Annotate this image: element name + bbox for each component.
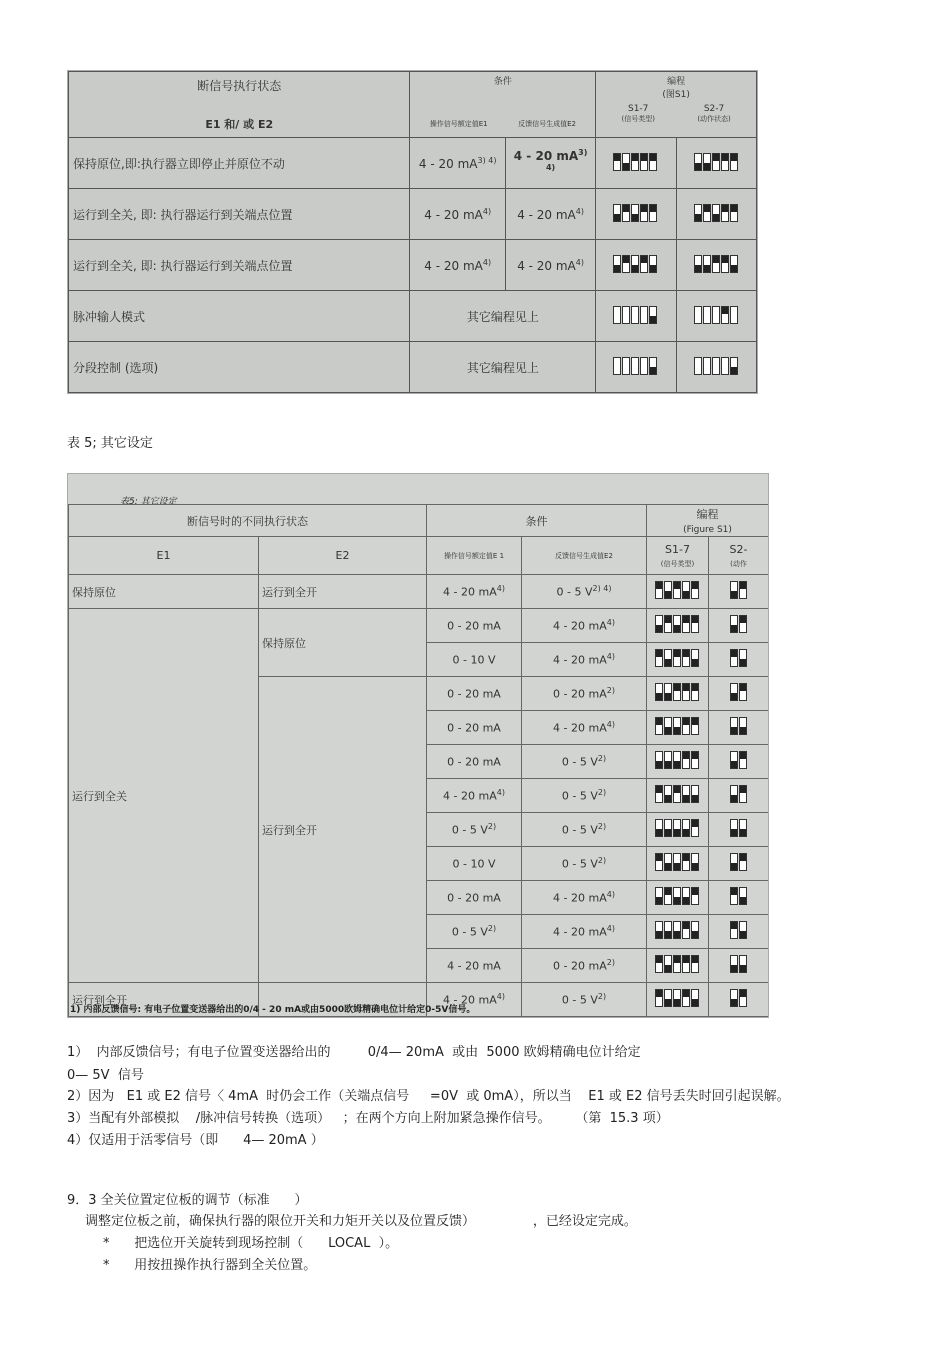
footnote-3: 3）当配有外部模拟 /脉冲信号转换（选项） ；在两个方向上附加紧急操作信号。 （第 15.3 项）: [67, 1111, 669, 1126]
dip-switch-icon: [596, 291, 676, 342]
dip-switch-icon: [647, 813, 709, 847]
dip-switch-icon: [709, 915, 769, 949]
header-prog: 编程 (Figure S1): [647, 505, 769, 537]
dip-switch-icon: [647, 609, 709, 643]
table-row: 0 - 5 $V^{2)}$ 4 - 20 $mA^{4)}$: [69, 915, 769, 949]
dip-switch-icon: [647, 779, 709, 813]
dip-switch-icon: [596, 138, 676, 189]
dip-switch-icon: [647, 915, 709, 949]
table-row: 运行到全关, 即: 执行器运行到关端点位置 4 - 20 $mA^{4)}$ 4 - 20 $mA^{4)}$: [69, 189, 757, 240]
table-row: 保持原位,即:执行器立即停止并原位不动 4 - 20 $mA^{3) 4)}$ 4 - 20 $mA^{3) 4)}$: [69, 138, 757, 189]
dip-switch-icon: [709, 881, 769, 915]
dip-switch-icon: [647, 847, 709, 881]
header-cond: 条件 操作信号额定值E1 反馈信号生成值E2: [410, 72, 596, 138]
dip-switch-icon: [596, 342, 676, 393]
dip-switch-icon: [676, 189, 756, 240]
dip-switch-icon: [596, 240, 676, 291]
dip-switch-icon: [709, 711, 769, 745]
dip-switch-icon: [676, 240, 756, 291]
bullet-2: * 用按扭操作执行器到全关位置。: [103, 1258, 317, 1273]
footnote-1b: 0— 5V 信号: [67, 1068, 144, 1083]
table-row: 运行到全关, 即: 执行器运行到关端点位置 4 - 20 $mA^{4)}$ 4 - 20 $mA^{4)}$: [69, 240, 757, 291]
section-text: 调整定位板之前，确保执行器的限位开关和力矩开关以及位置反馈） ，已经设定完成。: [85, 1214, 637, 1229]
footnote-2: 2）因为 E1 或 E2 信号〈 4mA 时仍会工作（关端点信号 =0V 或 0mA），所以当 E1 或 E2 信号丢失时回引起误解。: [67, 1089, 790, 1104]
bullet-1: * 把选位开关旋转到现场控制（ LOCAL ）。: [103, 1236, 399, 1251]
dip-switch-icon: [647, 745, 709, 779]
signal-state-table: [68, 71, 757, 393]
dip-switch-icon: [647, 881, 709, 915]
table-row: 运行到全开 4 - 20 $mA^{4)}$ 0 - 5 $V^{2)}$: [69, 983, 769, 1017]
footnote-1a: 1） 内部反馈信号；有电子位置变送器给出的 0/4— 20mA 或由 5000 欧姆精确电位计给定: [67, 1045, 641, 1060]
table-row: 分段控制 (选项) 其它编程见上: [69, 342, 757, 393]
footnote-4: 4）仅适用于活零信号（即 4— 20mA ）: [67, 1133, 324, 1148]
dip-switch-icon: [709, 779, 769, 813]
dip-switch-icon: [709, 847, 769, 881]
header-prog: 编程 (图S1) S1-7 (信号类型) S2-7 (动作状态): [596, 72, 757, 138]
dip-switch-icon: [709, 609, 769, 643]
dip-switch-icon: [709, 643, 769, 677]
table-row: 0 - 10 V 4 - 20 $mA^{4)}$: [69, 643, 769, 677]
table-row: 脉冲输人模式 其它编程见上: [69, 291, 757, 342]
table-row: 4 - 20 $mA^{4)}$ 0 - 5 $V^{2)}$: [69, 779, 769, 813]
dip-switch-icon: [676, 291, 756, 342]
dip-switch-icon: [676, 138, 756, 189]
dip-switch-icon: [647, 711, 709, 745]
dip-switch-icon: [709, 949, 769, 983]
dip-switch-icon: [709, 813, 769, 847]
table-title: 表5: 其它设定: [120, 497, 177, 507]
dip-switch-icon: [676, 342, 756, 393]
dip-switch-icon: [596, 189, 676, 240]
section-heading: 9．3 全关位置定位板的调节（标准 ）: [67, 1193, 308, 1208]
table-row: 0 - 10 V 0 - 5 $V^{2)}$: [69, 847, 769, 881]
other-settings-table: 断信号时的不同执行状态 条件 编程 (Figure S1) E1 E2 操作信号额定值E 1 反馈信号生成值E2 S1-7 (信号类型) S2- (动作 保持原位 运行到全开 4 - 20 $mA^{4)}$ 0 - 5 $V^{2) 4)}$ 运行到全关 保持原位 0 - 20 mA 4 - 20 $mA^{4)}$ 0 - 10 V 4 - 20 $mA^{4)}$ 运行到全开 0 - 20 mA 0 - 20 $mA^{2)}$ 0 - 20 mA 4 - 20 $mA^{4)}$ 0 - 20 mA 0 - 5 $V^{2)}$ 4 - 20 $mA^{4)}$ 0 - 5 $V^{2)}$ 0 - 5 $V^{2)}$ 0 - 5 $V^{2)}$ 0 - 10 V 0 - 5 $V^{2)}$ 0 - 20 mA 4 - 20 $mA^{4)}$ 0 - 5 $V^{2)}$ 4 - 20 $mA^{4)}$ 4 - 20 mA 0 - 20 $mA^{2)}$ 运行到全开 4 - 20 $mA^{4)}$ 0 - 5 $V^{2)}$: [68, 504, 769, 1017]
table-row: 0 - 5 $V^{2)}$ 0 - 5 $V^{2)}$: [69, 813, 769, 847]
dip-switch-icon: [647, 949, 709, 983]
table-photo-1: [67, 70, 758, 394]
dip-switch-icon: [647, 575, 709, 609]
dip-switch-icon: [709, 745, 769, 779]
table-row: 0 - 20 mA 4 - 20 $mA^{4)}$: [69, 711, 769, 745]
table-row: 4 - 20 mA 0 - 20 $mA^{2)}$: [69, 949, 769, 983]
table-row: 保持原位 运行到全开 4 - 20 $mA^{4)}$ 0 - 5 $V^{2) 4)}$: [69, 575, 769, 609]
dip-switch-icon: [709, 677, 769, 711]
table-footnote: 1) 内部反馈信号: 有电子位置变送器给出的0/4 - 20 mA或由5000欧姆精确电位计给定0-5V信号。: [70, 1005, 476, 1015]
table-row: 0 - 20 mA 0 - 5 $V^{2)}$: [69, 745, 769, 779]
table-row: 0 - 20 mA 4 - 20 $mA^{4)}$: [69, 881, 769, 915]
header-state: 断信号执行状态 E1 和/ 或 E2: [69, 72, 410, 138]
table-caption: 表 5; 其它设定: [67, 436, 153, 451]
table-row: 运行到全关 保持原位 0 - 20 mA 4 - 20 $mA^{4)}$: [69, 609, 769, 643]
dip-switch-icon: [709, 575, 769, 609]
table-photo-2: [67, 473, 769, 1018]
dip-switch-icon: [647, 643, 709, 677]
table-row: 运行到全开 0 - 20 mA 0 - 20 $mA^{2)}$: [69, 677, 769, 711]
dip-switch-icon: [647, 677, 709, 711]
